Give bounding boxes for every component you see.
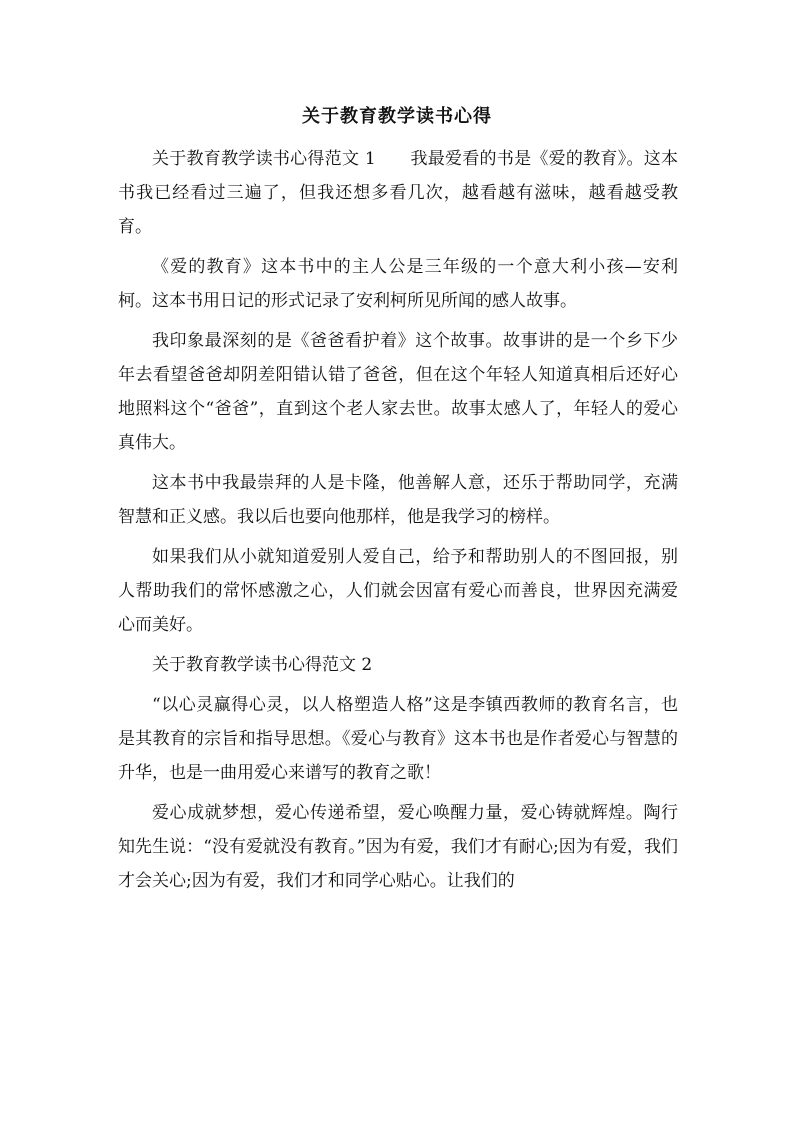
document-body bbox=[118, 142, 678, 904]
paragraph: 《爱的教育》这本书中的主人公是三年级的一个意大利小孩—安利柯。这本书用日记的形式记录了安利柯所见所闻的感人故事。 bbox=[118, 257, 678, 311]
paragraph: 如果我们从小就知道爱别人爱自己，给予和帮助别人的不图回报，别人帮助我们的常怀感激之心，人们就会因富有爱心而善良，世界因充满爱心而美好。 bbox=[118, 547, 678, 635]
paragraph: 关于教育教学读书心得范文 1 我最爱看的书是《爱的教育》。这本书我已经看过三遍了，但我还想多看几次，越看越有滋味，越看越受教育。 bbox=[118, 149, 678, 237]
paragraph: 爱心成就梦想，爱心传递希望，爱心唤醒力量，爱心铸就辉煌。陶行知先生说：“没有爱就没有教育。”因为有爱，我们才有耐心;因为有爱，我们才会关心;因为有爱，我们才和同学心贴心。让我们的 bbox=[118, 803, 678, 891]
section-heading: 关于教育教学读书心得范文 2 bbox=[152, 655, 373, 675]
document-title: 关于教育教学读书心得 bbox=[302, 106, 492, 127]
paragraph: 这本书中我最崇拜的人是卡隆，他善解人意，还乐于帮助同学，充满智慧和正义感。我以后也要向他那样，他是我学习的榜样。 bbox=[118, 473, 678, 527]
paragraph: “以心灵赢得心灵，以人格塑造人格”这是李镇西教师的教育名言，也是其教育的宗旨和指导思想。《爱心与教育》这本书也是作者爱心与智慧的升华，也是一曲用爱心来谱写的教育之歌！ bbox=[118, 695, 678, 783]
paragraph: 我印象最深刻的是《爸爸看护着》这个故事。故事讲的是一个乡下少年去看望爸爸却阴差阳错认错了爸爸，但在这个年轻人知道真相后还好心地照料这个“爸爸”，直到这个老人家去世。故事太感人了，年轻人的爱心真伟大。 bbox=[118, 331, 678, 453]
